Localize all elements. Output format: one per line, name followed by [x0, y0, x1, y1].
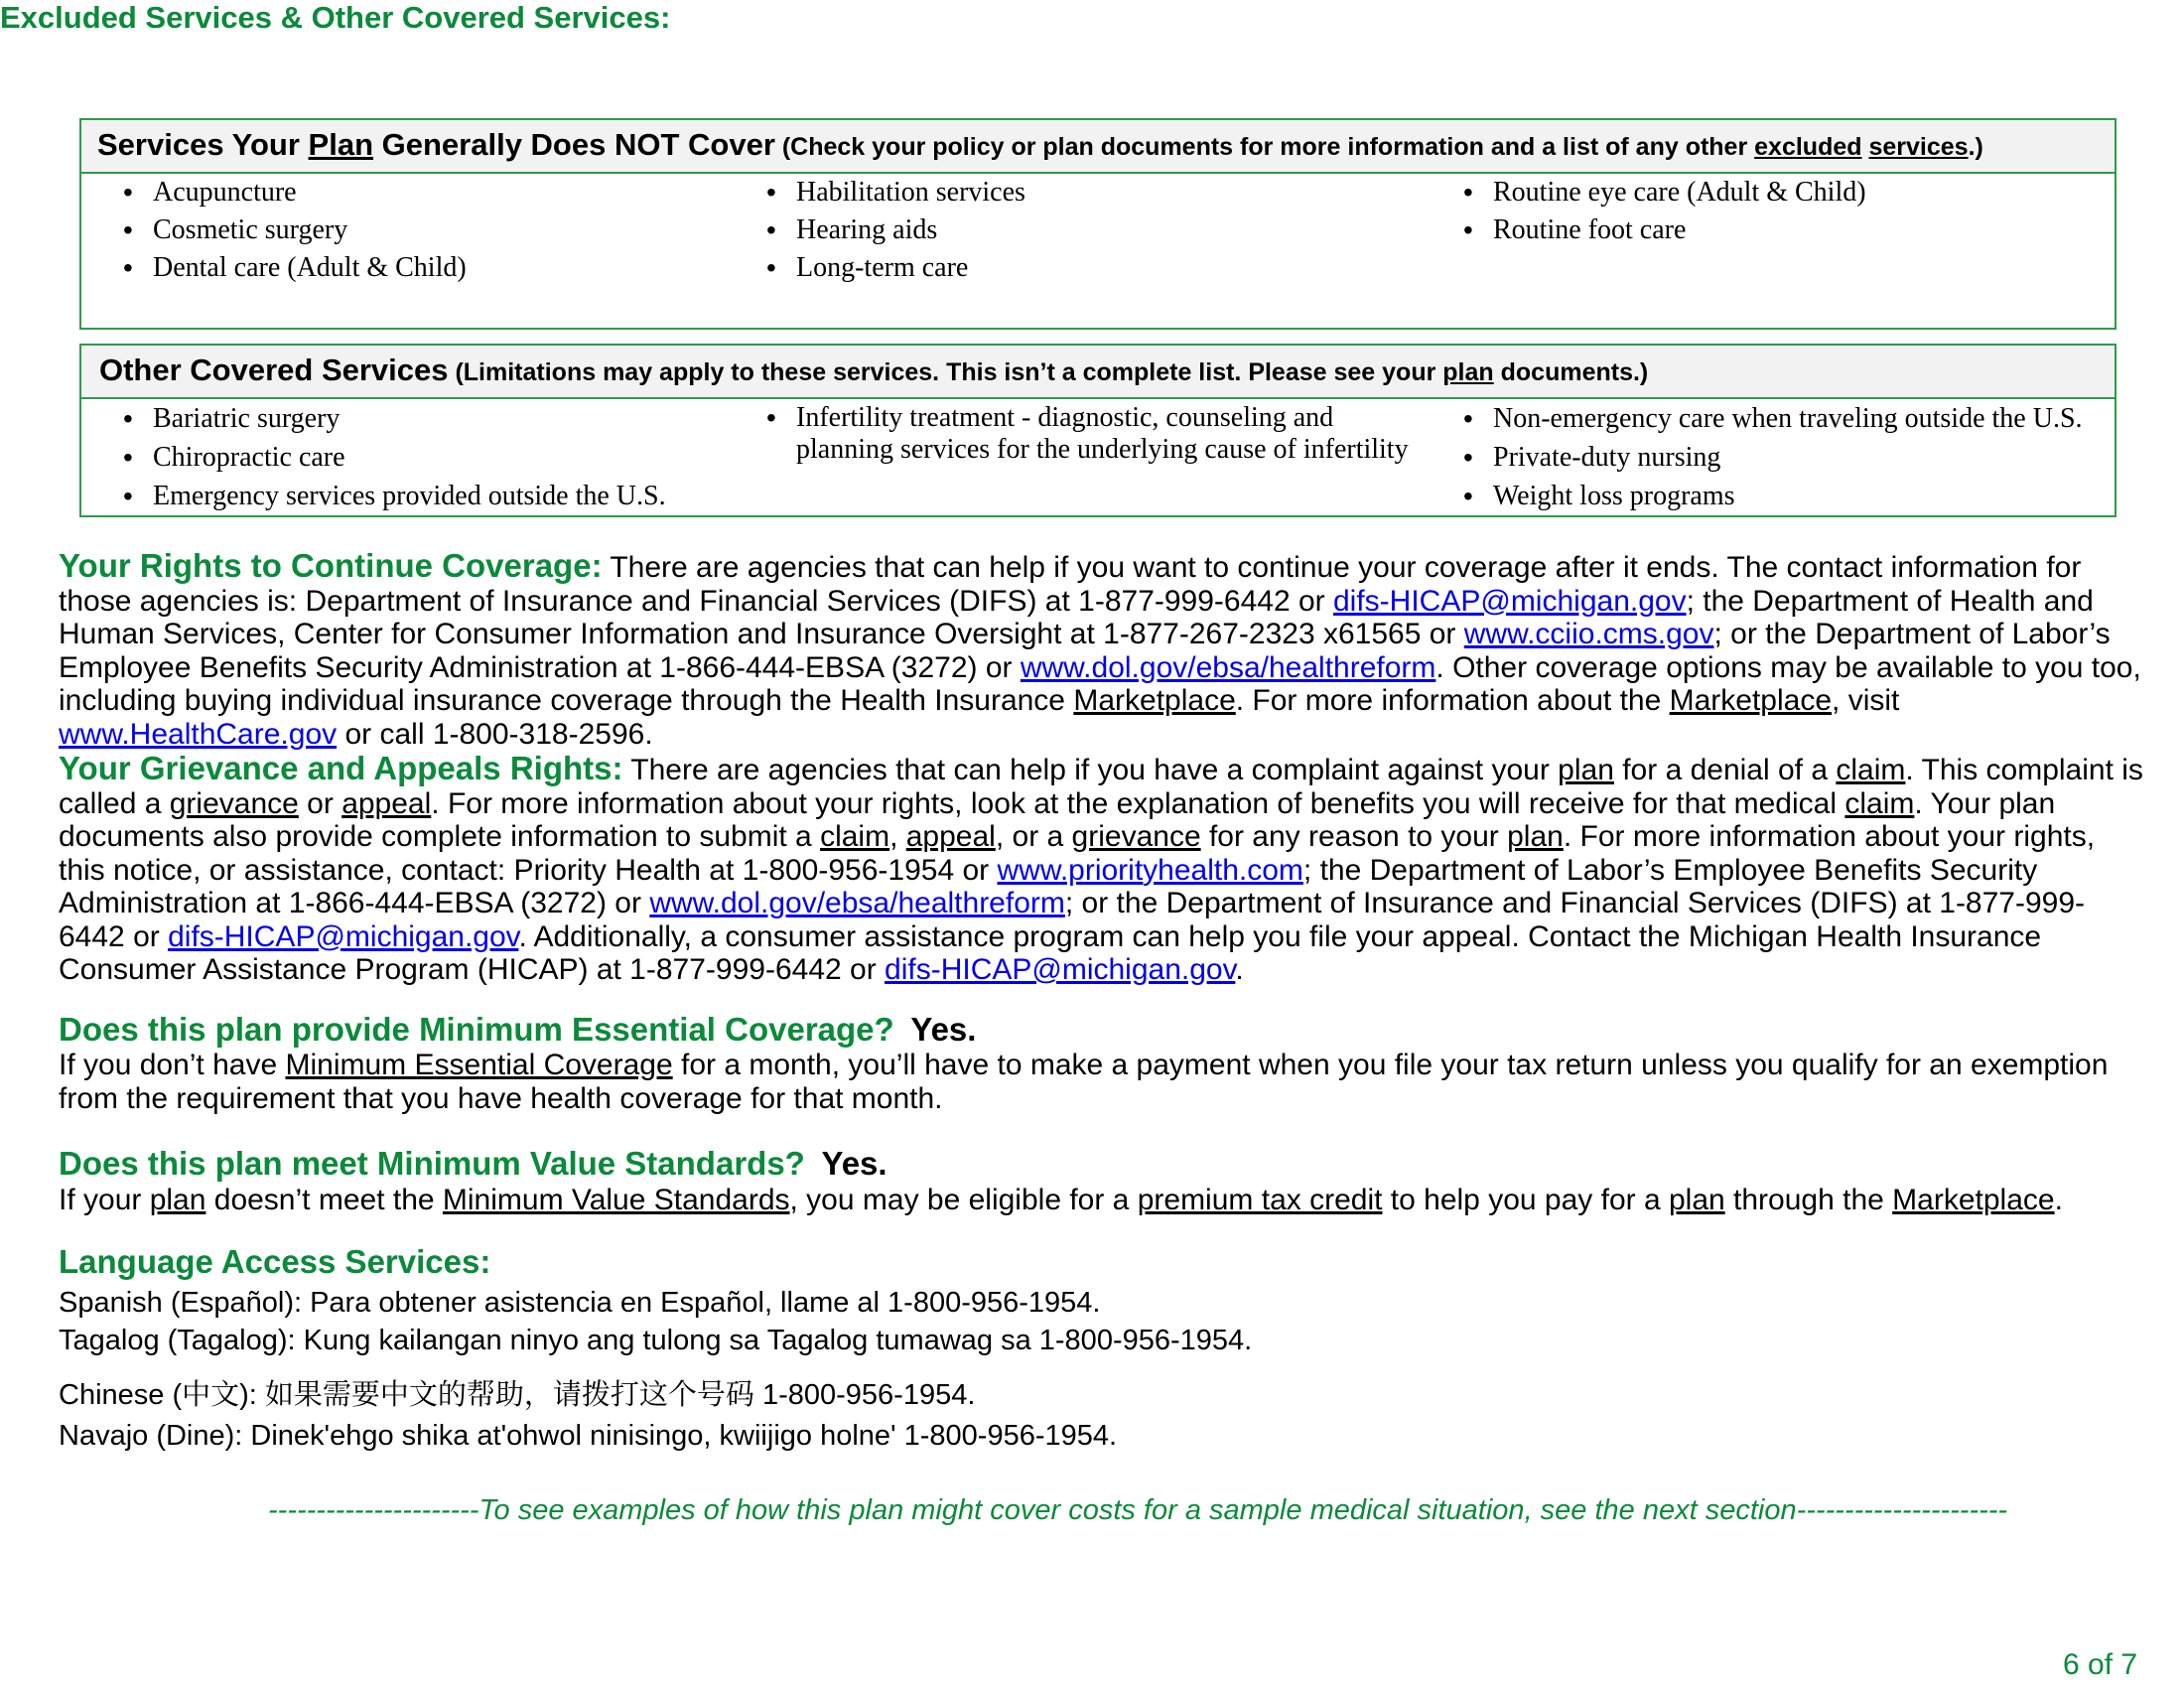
list-item: • Acupuncture — [81, 174, 725, 211]
list-item: • Infertility treatment - diagnostic, counseling and planning services for the underlying cause of infertility — [725, 402, 1422, 466]
section-heading: Excluded Services & Other Covered Services: — [0, 0, 671, 35]
excluded-note: (Check your policy or plan documents for more information and a list of any other excluded services.) — [774, 133, 1983, 161]
other-column-1 — [81, 399, 725, 515]
page-number: 6 of 7 — [2063, 1648, 2138, 1681]
language-line-navajo: Navajo (Dine): Dinek'ehgo shika at'ohwol ninisingo, kwiijigo holne' 1-800-956-1954. — [59, 1420, 1118, 1452]
list-item: • Weight loss programs — [1422, 477, 2115, 515]
mec-body: If you don’t have Minimum Essential Coverage for a month, you’ll have to make a payment when you file your tax return unless you qualify for an exemption from the requirement that you have health coverage for that month. — [59, 1049, 2109, 1115]
language-line-spanish: Spanish (Español): Para obtener asistencia en Español, llame al 1-800-956-1954. — [59, 1287, 1101, 1319]
list-item: • Dental care (Adult & Child) — [81, 249, 725, 287]
grievance-heading: Your Grievance and Appeals Rights: — [59, 750, 623, 786]
excluded-column-2 — [725, 174, 1422, 287]
list-item: • Chiropractic care — [81, 438, 725, 477]
cciio-link[interactable]: www.cciio.cms.gov — [1463, 618, 1714, 650]
mvs-question: Does this plan meet Minimum Value Standards? Yes. — [59, 1145, 887, 1182]
language-heading: Language Access Services: — [59, 1243, 491, 1280]
excluded-column-3 — [1422, 174, 2115, 287]
mvs-body: If your plan doesn’t meet the Minimum Value Standards, you may be eligible for a premium tax credit to help you pay for a plan through the Marketplace. — [59, 1184, 2063, 1216]
list-item: • Routine eye care (Adult & Child) — [1422, 174, 2115, 211]
list-item: • Non-emergency care when traveling outside the U.S. — [1422, 399, 2115, 438]
list-item: • Cosmetic surgery — [81, 211, 725, 249]
excluded-title: Services Your Plan Generally Does NOT Cover — [97, 127, 775, 162]
grievance-paragraph: Your Grievance and Appeals Rights: There are agencies that can help if you have a complaint against your plan for a denial of a claim. This complaint is called a grievance or appeal. For more information about your rights, look at the explanation of benefits you will receive for that medical claim. Your plan documents also provide complete information to submit a claim, appeal, or a grievance for any reason to your plan. For more information about your rights, this notice, or assistance, contact: Priority Health at 1-800-956-1954 or www.priorityhealth.com; the Department of Labor’s Employee Benefits Security Administration at 1-866-444-EBSA (3272) or www.dol.gov/ebsa/healthreform; or the Department of Insurance and Financial Services (DIFS) at 1-877-999-6442 or difs-HICAP@michigan.gov. Additionally, a consumer assistance program can help you file your appeal. Contact the Michigan Health Insurance Consumer Assistance Program (HICAP) at 1-877-999-6442 or difs-HICAP@michigan.gov. — [59, 750, 2143, 986]
other-services-header — [81, 346, 2115, 399]
excluded-column-1 — [81, 174, 725, 287]
healthcare-gov-link[interactable]: www.HealthCare.gov — [59, 717, 338, 751]
excluded-services-header — [81, 120, 2115, 174]
other-column-2 — [725, 399, 1422, 515]
other-title: Other Covered Services — [99, 352, 449, 387]
priorityhealth-link[interactable]: www.priorityhealth.com — [997, 853, 1303, 887]
list-item: • Bariatric surgery — [81, 399, 725, 438]
mec-answer: Yes. — [910, 1011, 977, 1048]
dol-link[interactable]: www.dol.gov/ebsa/healthreform — [1020, 650, 1436, 684]
dol-link[interactable]: www.dol.gov/ebsa/healthreform — [649, 887, 1065, 919]
rights-paragraph: Your Rights to Continue Coverage: There are agencies that can help if you want to continue your coverage after it ends. The contact information for those agencies is: Department of Insurance and Financial Services (DIFS) at 1-877-999-6442 or difs-HICAP@michigan.gov; the Department of Health and Human Services, Center for Consumer Information and Insurance Oversight at 1-877-267-2323 x61565 or www.cciio.cms.gov; or the Department of Labor’s Employee Benefits Security Administration at 1-866-444-EBSA (3272) or www.dol.gov/ebsa/healthreform. Other coverage options may be available to you too, including buying individual insurance coverage through the Health Insurance Marketplace. For more information about the Marketplace, visit www.HealthCare.gov or call 1-800-318-2596. — [59, 547, 2141, 751]
excluded-services-box — [79, 118, 2116, 330]
list-item: • Routine foot care — [1422, 211, 2115, 249]
next-section-note: ----------------------To see examples of how this plan might cover costs for a sample medical situation, see the next section---------------------- — [268, 1494, 2008, 1526]
language-line-chinese: Chinese (中文): 如果需要中文的帮助，请拨打这个号码 1-800-956-1954. — [59, 1379, 976, 1411]
list-item: • Private-duty nursing — [1422, 438, 2115, 477]
list-item: • Long-term care — [725, 249, 1422, 287]
other-note: (Limitations may apply to these services. This isn’t a complete list. Please see your plan documents.) — [448, 358, 1649, 386]
list-item: • Hearing aids — [725, 211, 1422, 249]
difs-email-link[interactable]: difs-HICAP@michigan.gov — [168, 919, 519, 953]
rights-heading: Your Rights to Continue Coverage: — [59, 547, 603, 584]
other-covered-services-box — [79, 344, 2116, 517]
list-item: • Emergency services provided outside the U.S. — [81, 477, 725, 515]
difs-email-link[interactable]: difs-HICAP@michigan.gov — [1333, 584, 1687, 618]
language-line-tagalog: Tagalog (Tagalog): Kung kailangan ninyo ang tulong sa Tagalog tumawag sa 1-800-956-1954. — [59, 1325, 1253, 1356]
mec-question: Does this plan provide Minimum Essential Coverage? Yes. — [59, 1011, 977, 1048]
hicap-email-link[interactable]: difs-HICAP@michigan.gov — [885, 953, 1236, 986]
mvs-answer: Yes. — [821, 1145, 887, 1182]
other-column-3 — [1422, 399, 2115, 515]
list-item: • Habilitation services — [725, 174, 1422, 211]
